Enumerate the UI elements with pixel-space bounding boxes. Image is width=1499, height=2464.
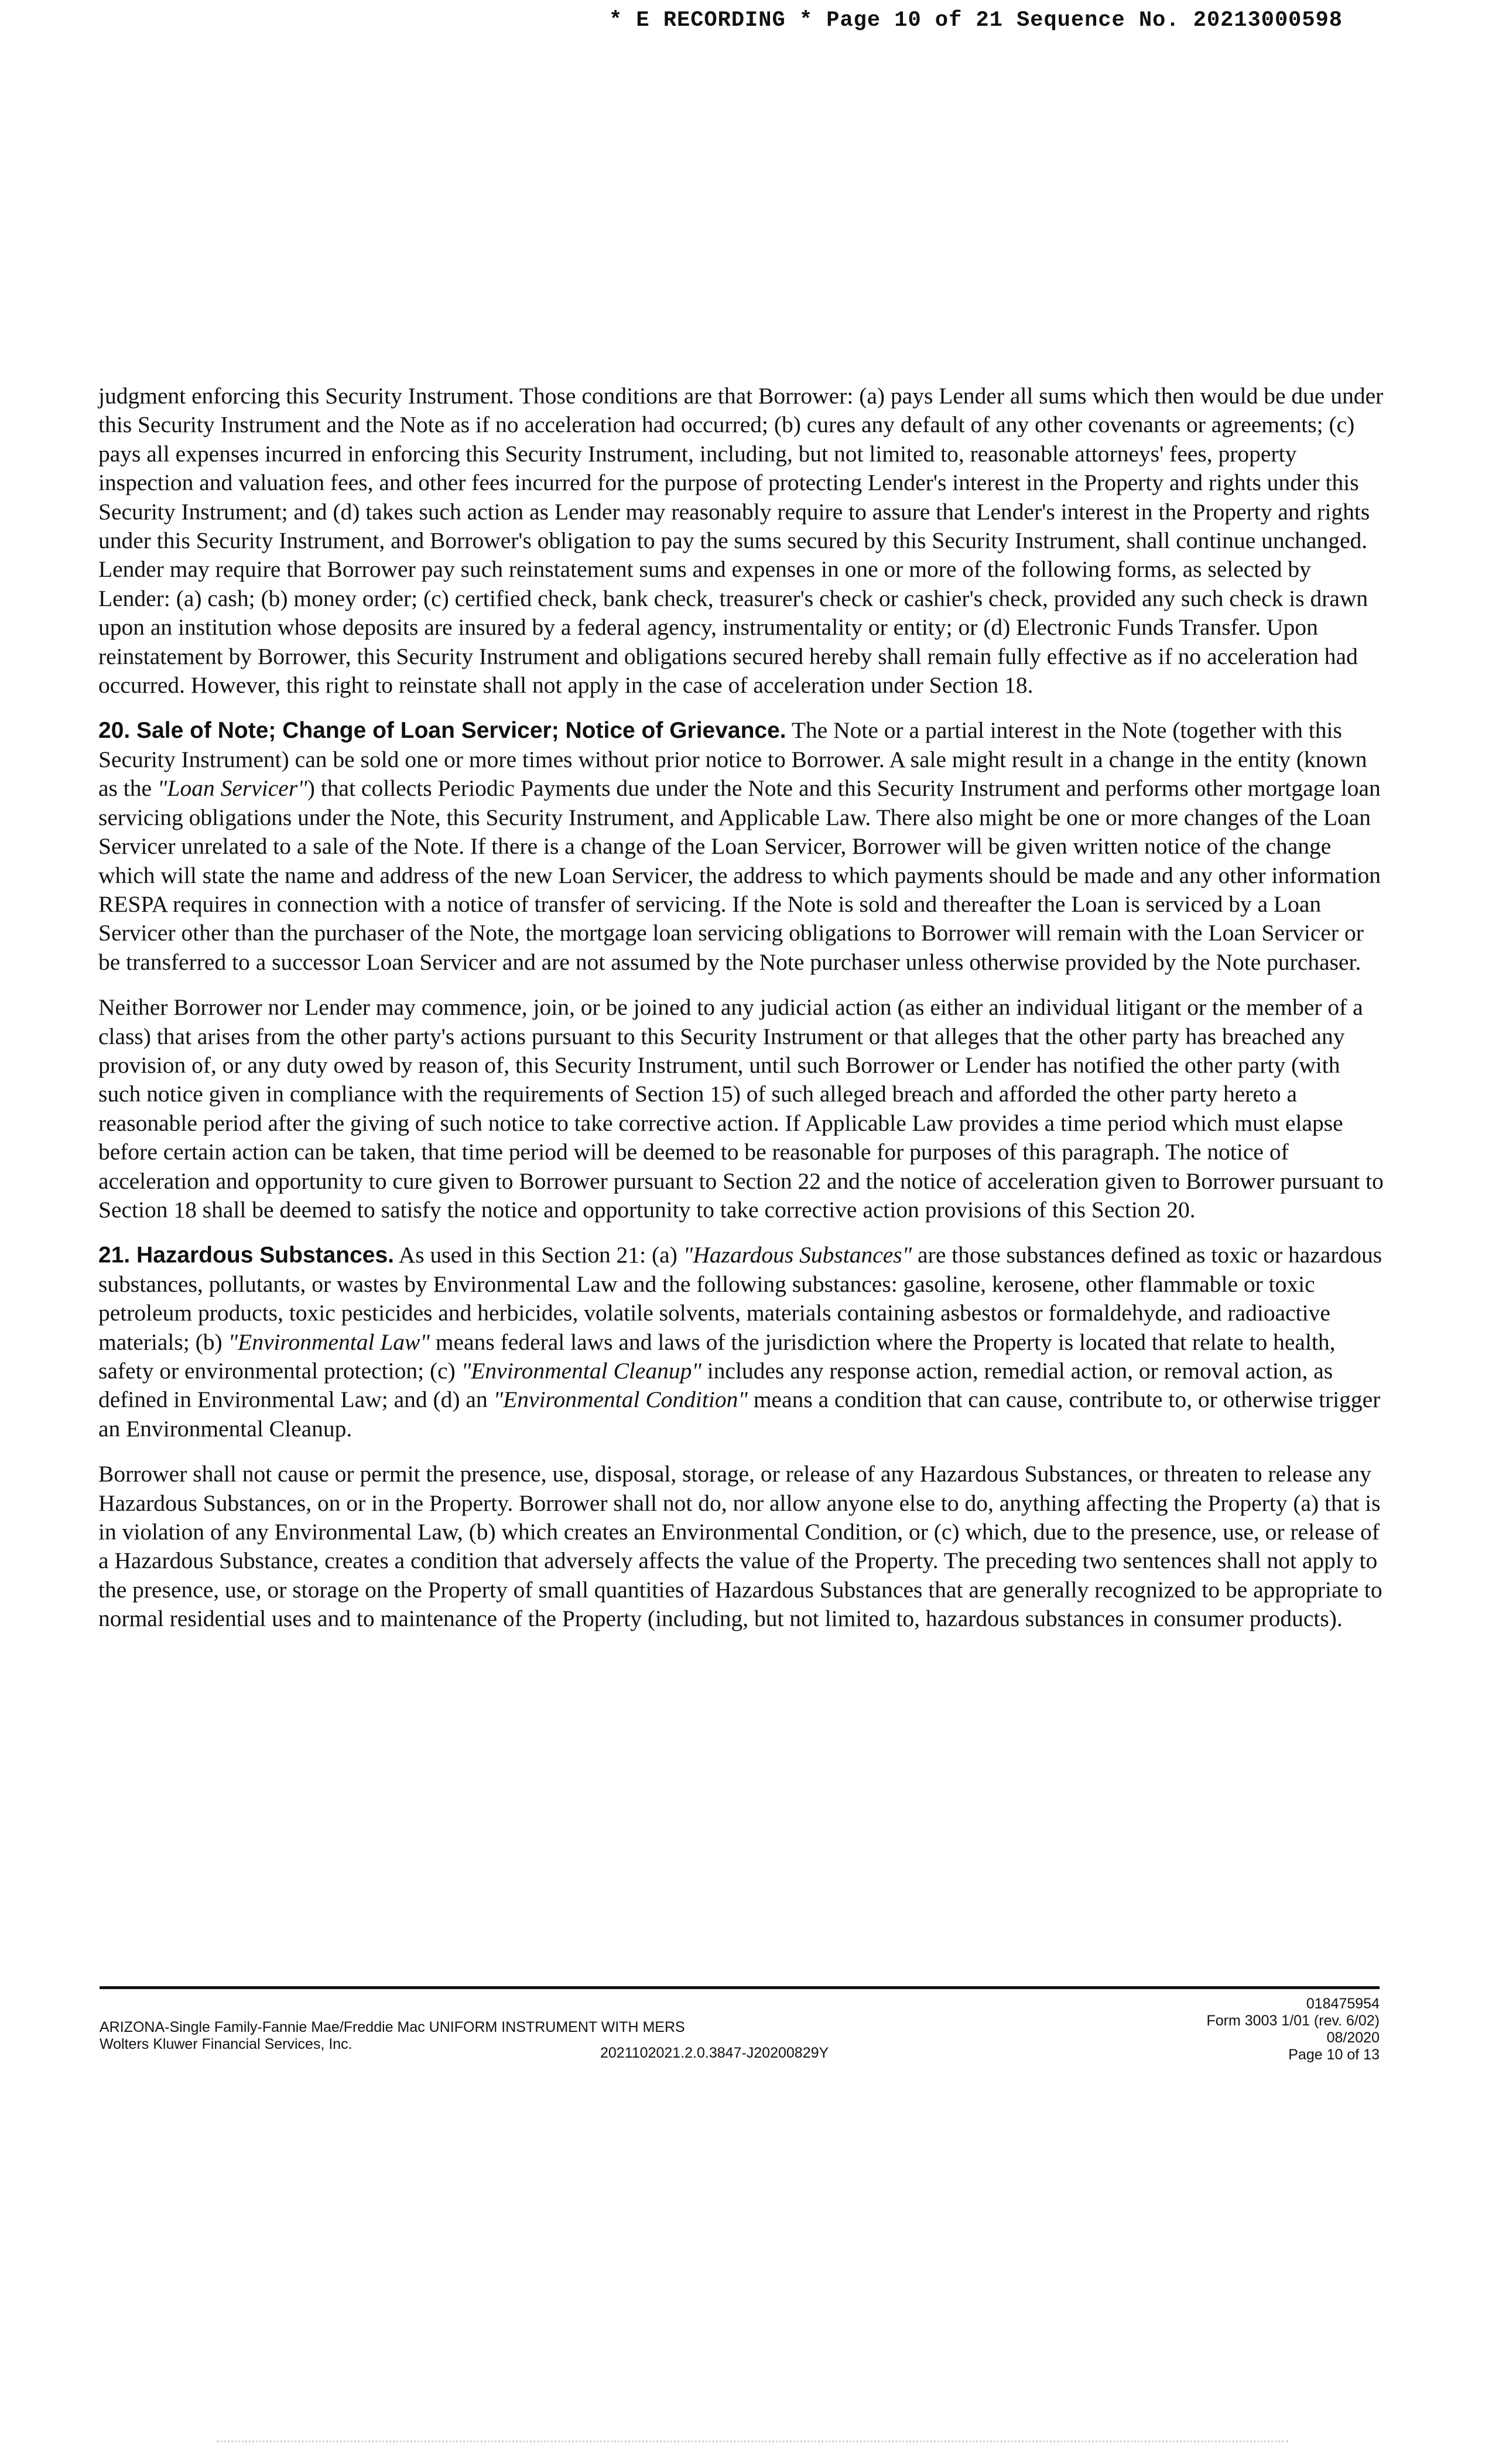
section-20-text-1: The Note or a partial interest in the Note (together with this Security Instrument) can be sold one or more times without prior notice to Borrower. A sale might result in a change in the entity (known as the <box>98 717 1367 802</box>
section-21-text-5: means a condition that can cause, contribute to, or otherwise trigger an Environmental Cleanup. <box>98 1387 1381 1442</box>
section-20-paragraph-1 <box>98 716 1384 977</box>
term-environmental-condition: "Environmental Condition" <box>493 1387 748 1413</box>
section-20-heading: 20. Sale of Note; Change of Loan Servicer; Notice of Grievance. <box>98 718 786 744</box>
section-21-paragraph-2: Borrower shall not cause or permit the presence, use, disposal, storage, or release of any Hazardous Substances, or threaten to release any Hazardous Substances, on or in the Property. Borrower shall not do, nor allow anyone else to do, anything affecting the Property (a) that is in violation of any Environmental Law, (b) which creates an Environmental Condition, or (c) which, due to the presence, use, or release of a Hazardous Substance, creates a condition that adversely affects the value of the Property. The preceding two sentences shall not apply to the presence, use, or storage on the Property of small quantities of Hazardous Substances that are generally recognized to be appropriate to normal residential uses and to maintenance of the Property (including, but not limited to, hazardous substances in consumer products). <box>98 1461 1382 1632</box>
recording-stamp: * E RECORDING * Page 10 of 21 Sequence No. 20213000598 <box>609 8 1343 33</box>
section-21-text-1: As used in this Section 21: (a) <box>394 1242 683 1268</box>
footer-publisher: Wolters Kluwer Financial Services, Inc. <box>100 2036 352 2052</box>
section-21-text-3: means federal laws and laws of the jurisdiction where the Property is located that relate to health, safety or environmental protection; (c) <box>98 1329 1336 1384</box>
section-20-text-2: ) that collects Periodic Payments due under the Note and this Security Instrument and performs other mortgage loan servicing obligations under the Note, this Security Instrument, and Applicable Law. There also might be one or more changes of the Loan Servicer unrelated to a sale of the Note. If there is a change of the Loan Servicer, Borrower will be given written notice of the change which will state the name and address of the new Loan Servicer, the address to which payments should be made and any other information RESPA requires in connection with a notice of transfer of servicing. If the Note is sold and thereafter the Loan is serviced by a Loan Servicer other than the purchaser of the Note, the mortgage loan servicing obligations to Borrower will remain with the Loan Servicer or be transferred to a successor Loan Servicer and are not assumed by the Note purchaser unless otherwise provided by the Note purchaser. <box>98 775 1381 975</box>
footer-form-date: 08/2020 <box>1326 2030 1380 2046</box>
document-body <box>98 382 1384 1650</box>
section-21-heading: 21. Hazardous Substances. <box>98 1243 395 1268</box>
footer-divider <box>100 1986 1380 1989</box>
section-20-paragraph-2: Neither Borrower nor Lender may commence, join, or be joined to any judicial action (as either an individual litigant or the member of a class) that arises from the other party's actions pursuant to this Security Instrument or that alleges that the other party has breached any provision of, or any duty owed by reason of, this Security Instrument, until such Borrower or Lender has notified the other party (with such notice given in compliance with the requirements of Section 15) of such alleged breach and afforded the other party hereto a reasonable period after the giving of such notice to take corrective action. If Applicable Law provides a time period which must elapse before certain action can be taken, that time period will be deemed to be reasonable for purposes of this paragraph. The notice of acceleration and opportunity to cure given to Borrower pursuant to Section 22 and the notice of acceleration given to Borrower pursuant to Section 18 shall be deemed to satisfy the notice and opportunity to take corrective action provisions of this Section 20. <box>98 994 1384 1223</box>
scan-artifact-line <box>217 2441 1288 2444</box>
section-21-text-4: includes any response action, remedial action, or removal action, as defined in Environmental Law; and (d) an <box>98 1358 1333 1413</box>
footer-loan-number: 018475954 <box>1306 1996 1380 2012</box>
footer-form-number: Form 3003 1/01 (rev. 6/02) <box>1206 2013 1380 2029</box>
footer-form-title <box>100 2019 685 2053</box>
reinstatement-paragraph-continued: judgment enforcing this Security Instrument. Those conditions are that Borrower: (a) pays Lender all sums which then would be due under this Security Instrument and the Note as if no acceleration had occurred; (b) cures any default of any other covenants or agreements; (c) pays all expenses incurred in enforcing this Security Instrument, including, but not limited to, reasonable attorneys' fees, property inspection and valuation fees, and other fees incurred for the purpose of protecting Lender's interest in the Property and rights under this Security Instrument; and (d) takes such action as Lender may reasonably require to assure that Lender's interest in the Property and rights under this Security Instrument, and Borrower's obligation to pay the sums secured by this Security Instrument, shall continue unchanged. Lender may require that Borrower pay such reinstatement sums and expenses in one or more of the following forms, as selected by Lender: (a) cash; (b) money order; (c) certified check, bank check, treasurer's check or cashier's check, provided any such check is drawn upon an institution whose deposits are insured by a federal agency, instrumentality or entity; or (d) Electronic Funds Transfer. Upon reinstatement by Borrower, this Security Instrument and obligations secured hereby shall remain fully effective as if no acceleration had occurred. However, this right to reinstate shall not apply in the case of acceleration under Section 18. <box>98 383 1384 699</box>
footer-form-name: ARIZONA-Single Family-Fannie Mae/Freddie Mac UNIFORM INSTRUMENT WITH MERS <box>100 2019 685 2035</box>
term-hazardous-substances: "Hazardous Substances" <box>683 1242 912 1268</box>
section-21-paragraph-1 <box>98 1241 1384 1443</box>
page-footer <box>100 1991 1380 2073</box>
footer-form-info <box>1206 1996 1380 2063</box>
term-loan-servicer: "Loan Servicer" <box>157 775 307 802</box>
section-21-text-2: are those substances defined as toxic or hazardous substances, pollutants, or wastes by Environmental Law and the following substances: gasoline, kerosene, other flammable or toxic petroleum products, toxic pesticides and herbicides, volatile solvents, materials containing asbestos or formaldehyde, and radioactive materials; (b) <box>98 1242 1382 1355</box>
term-environmental-cleanup: "Environmental Cleanup" <box>461 1358 701 1384</box>
footer-page-number: Page 10 of 13 <box>1288 2047 1380 2063</box>
footer-document-id: 2021102021.2.0.3847-J20200829Y <box>600 2045 829 2061</box>
term-environmental-law: "Environmental Law" <box>228 1329 430 1355</box>
